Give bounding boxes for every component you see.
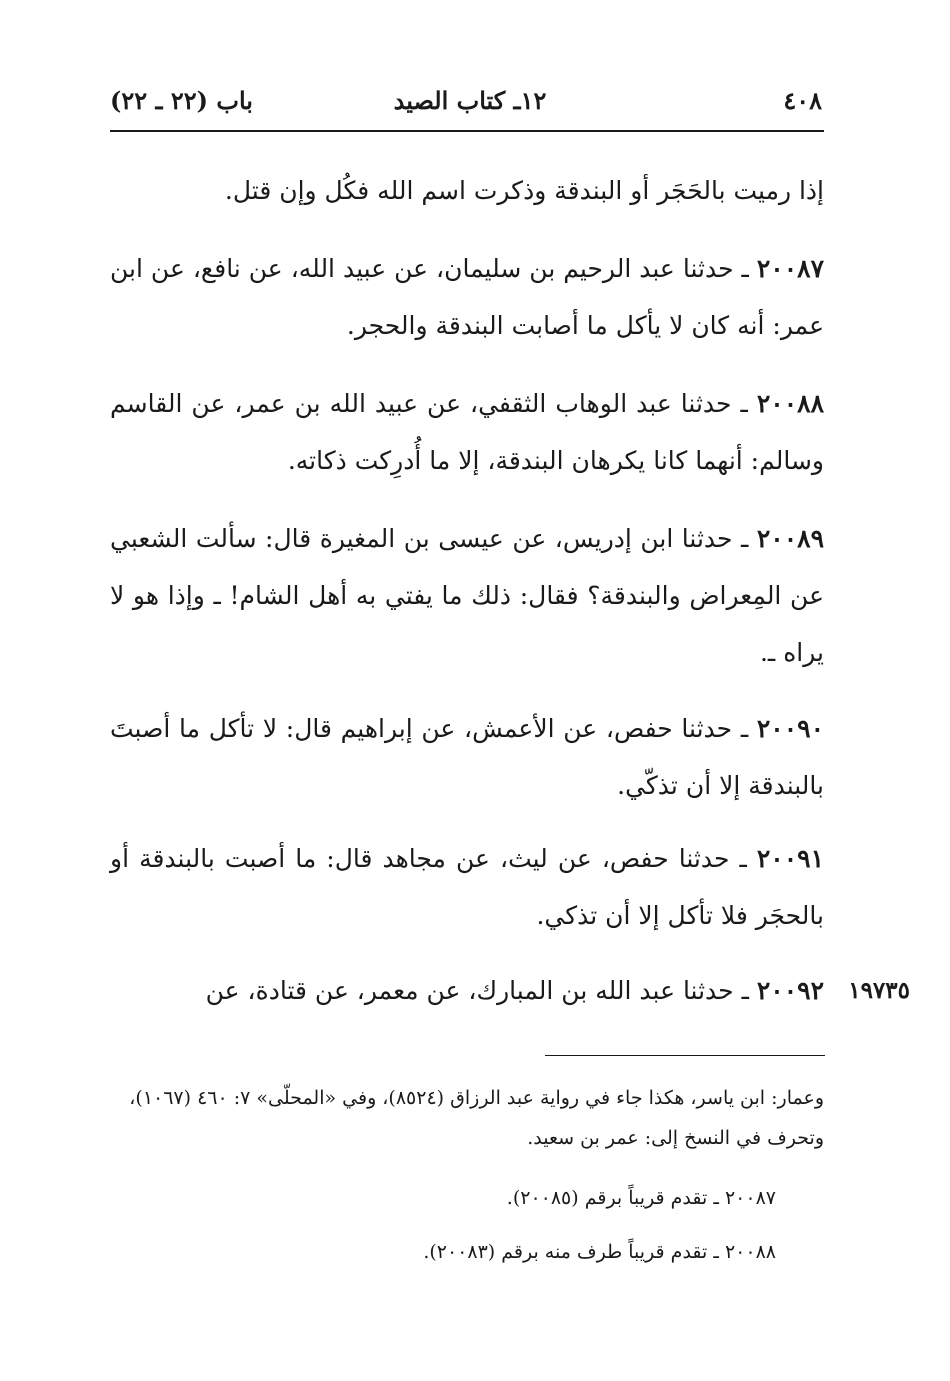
hadith-paragraph: [110, 375, 824, 489]
hadith-text: ـ حدثنا عبد الله بن المبارك، عن معمر، عن قتادة، عن: [205, 976, 749, 1005]
footnote: ٢٠٠٨٧ ـ تقدم قريباً برقم (٢٠٠٨٥).: [506, 1187, 776, 1209]
continuation-paragraph: إذا رميت بالحَجَر أو البندقة وذكرت اسم الله فكُل وإن قتل.: [224, 176, 824, 205]
hadith-number: ٢٠٠٨٩: [756, 524, 824, 553]
footnote: ٢٠٠٨٨ ـ تقدم قريباً طرف منه برقم (٢٠٠٨٣).: [423, 1241, 776, 1263]
hadith-paragraph: [110, 240, 824, 354]
hadith-paragraph: [110, 700, 824, 814]
chapter-title: ١٢ـ كتاب الصيد: [393, 86, 547, 115]
hadith-number: ٢٠٠٩١: [756, 844, 824, 873]
hadith-paragraph: [110, 962, 824, 1019]
hadith-number: ٢٠٠٨٨: [756, 389, 824, 418]
footnote-divider: [545, 1055, 825, 1056]
hadith-number: ٢٠٠٨٧: [756, 254, 824, 283]
hadith-paragraph: [110, 510, 824, 681]
footnote: وعمار: ابن ياسر، هكذا جاء في رواية عبد الرزاق (٨٥٢٤)، وفي «المحلّى» ٧: ٤٦٠ (١٠٦٧)، وتحرف في النسخ إلى: عمر بن سعيد.: [129, 1087, 824, 1149]
hadith-text: ـ حدثنا عبد الرحيم بن سليمان، عن عبيد الله، عن نافع، عن ابن عمر: أنه كان لا يأكل ما أصابت البندقة والحجر.: [110, 254, 824, 340]
hadith-number: ٢٠٠٩٢: [756, 976, 824, 1005]
hadith-number: ٢٠٠٩٠: [756, 714, 825, 743]
page-number: ٤٠٨: [783, 86, 822, 115]
section-title: باب (٢٢ ـ ٢٢): [110, 86, 253, 115]
hadith-text: ـ حدثنا حفص، عن الأعمش، عن إبراهيم قال: لا تأكل ما أصبتَ بالبندقة إلا أن تذكّي.: [110, 714, 824, 800]
hadith-text: ـ حدثنا عبد الوهاب الثقفي، عن عبيد الله بن عمر، عن القاسم وسالم: أنهما كانا يكرهان البندقة، إلا ما أُدرِكت ذكاته.: [110, 389, 824, 475]
hadith-text: ـ حدثنا حفص، عن ليث، عن مجاهد قال: ما أصبت بالبندقة أو بالحجَر فلا تأكل إلا أن تذكي.: [110, 844, 824, 930]
margin-reference-number: ١٩٧٣٥: [848, 977, 910, 1004]
hadith-paragraph: [110, 830, 824, 944]
hadith-text: ـ حدثنا ابن إدريس، عن عيسى بن المغيرة قال: سألت الشعبي عن المِعراض والبندقة؟ فقال: ذلك ما يفتي به أهل الشام! ـ وإذا هو لا يراه ـ.: [110, 524, 824, 667]
header-divider: [110, 130, 824, 132]
